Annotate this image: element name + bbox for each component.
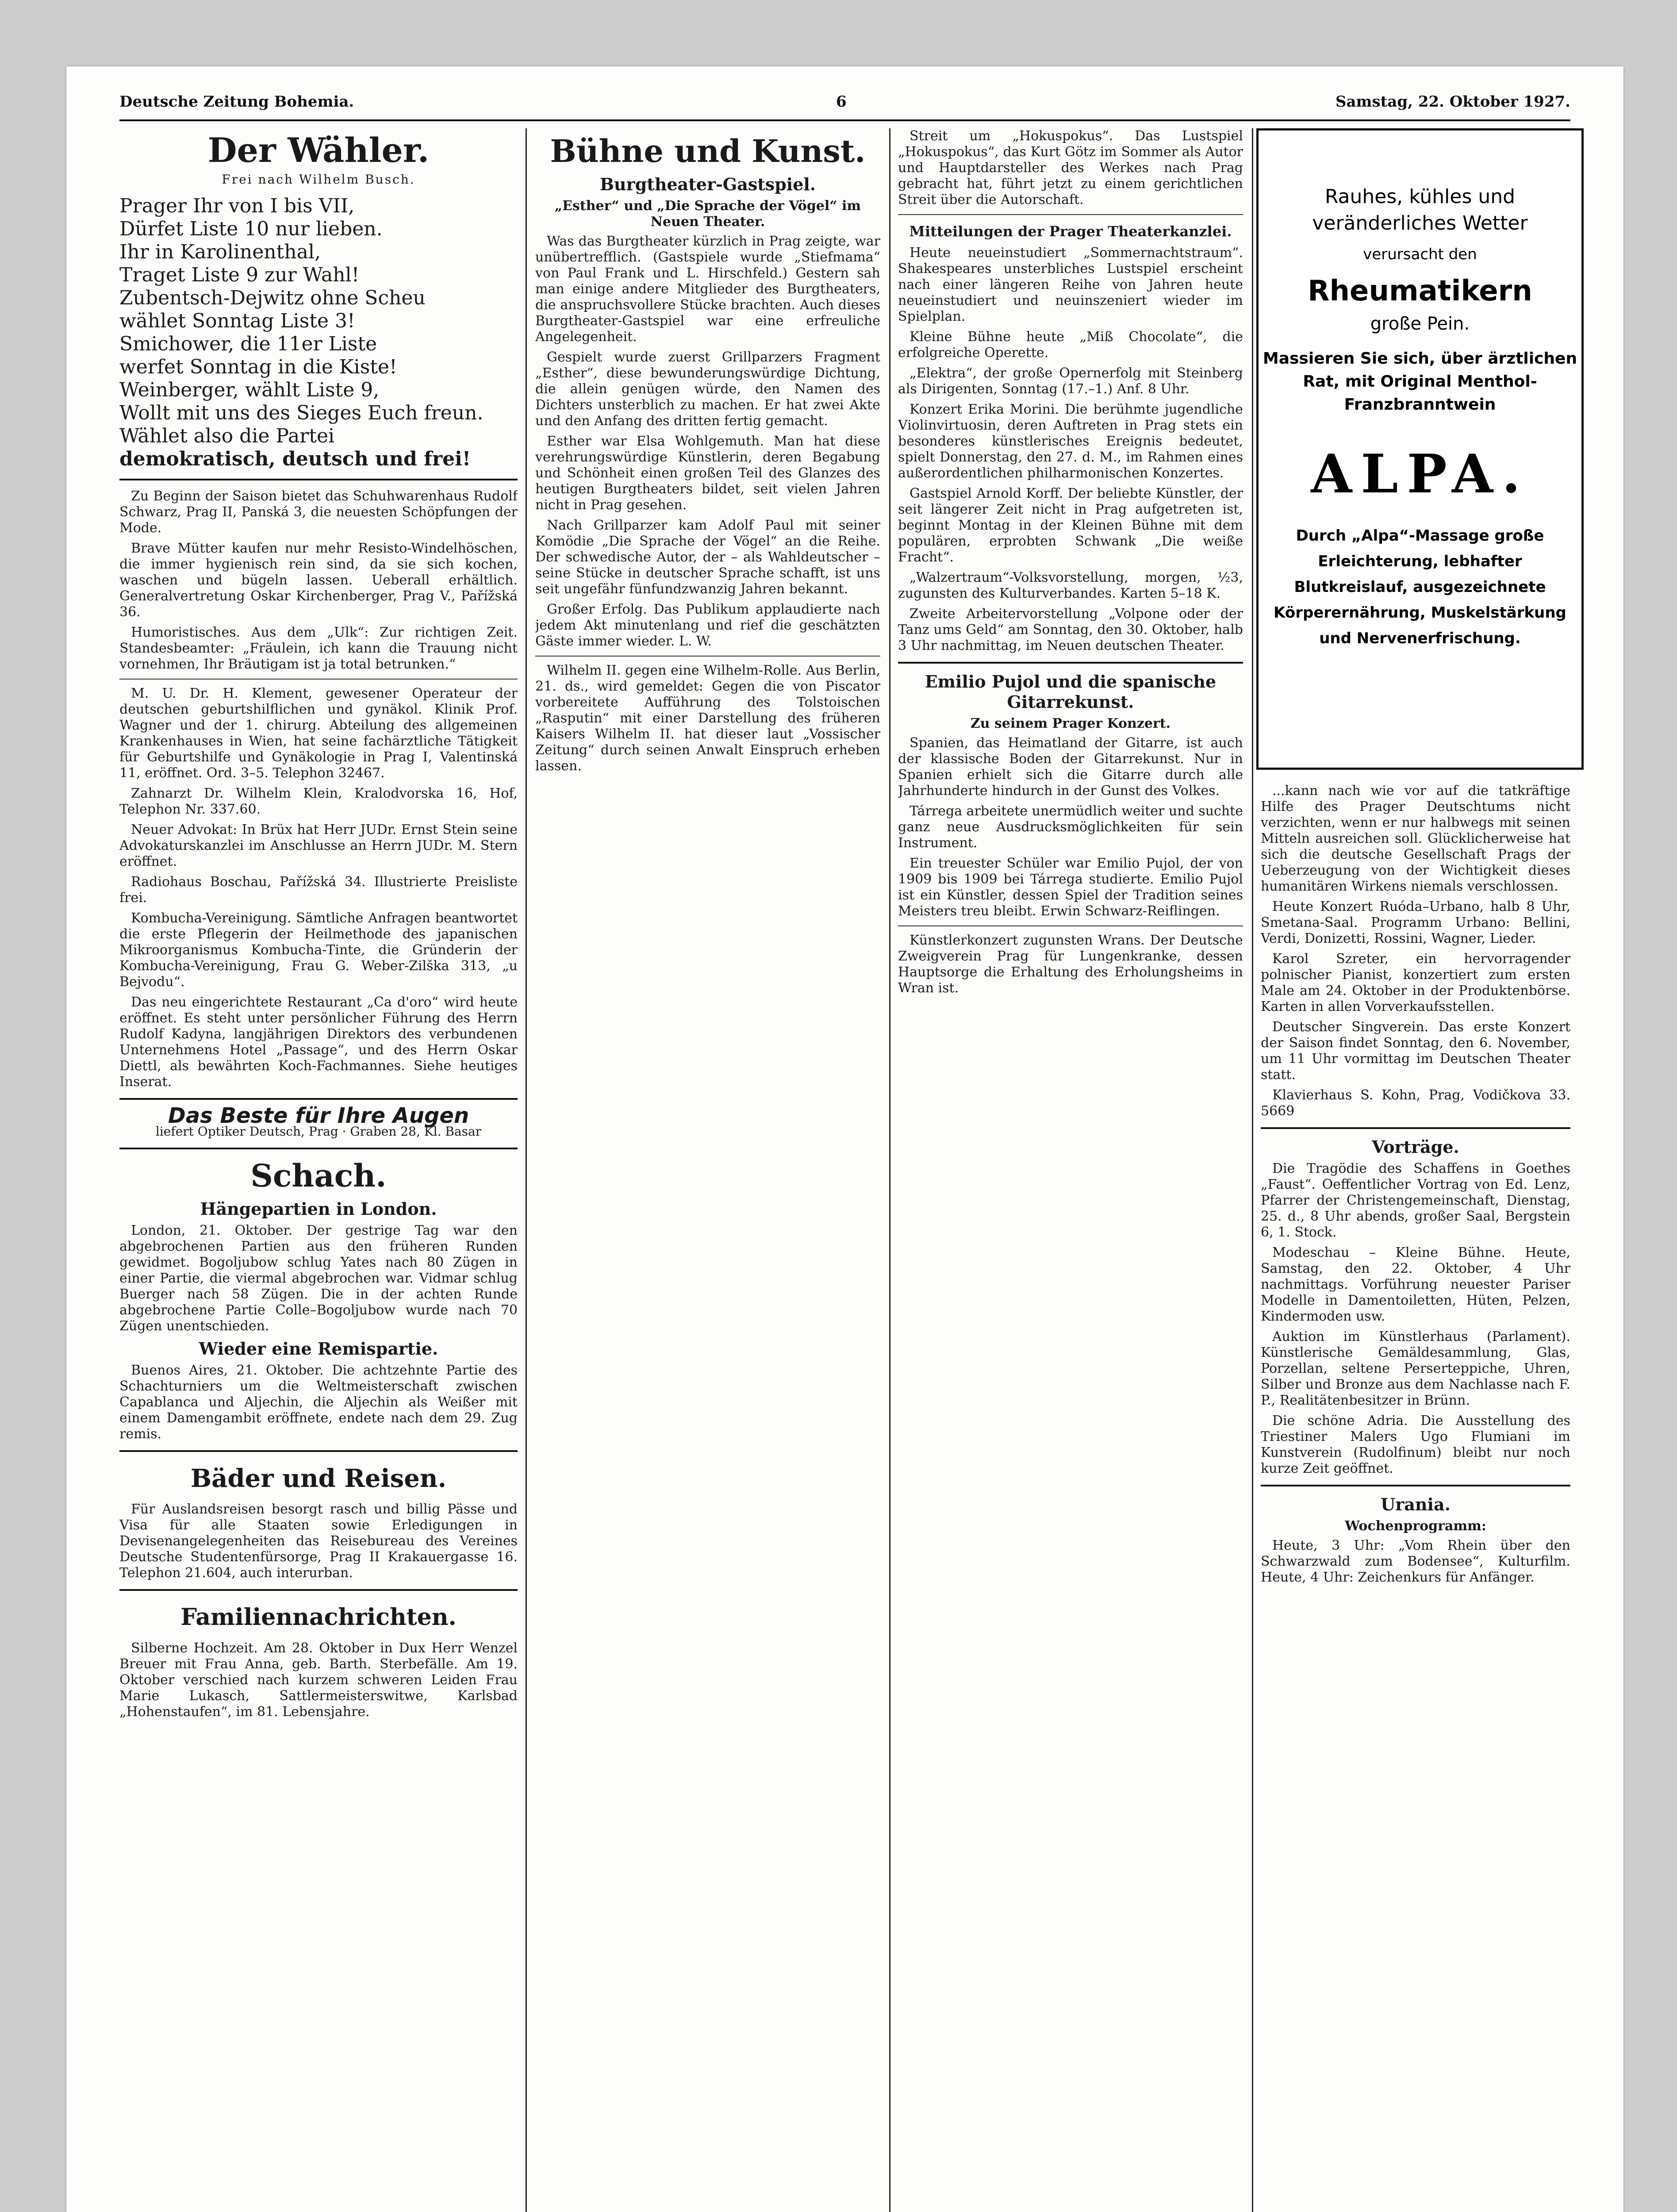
divider (119, 679, 518, 680)
divider (119, 1098, 518, 1100)
ad-line: Rauhes, kühles und veränderliches Wetter (1312, 185, 1528, 234)
chess-text: London, 21. Oktober. Der gestrige Tag war den abgebrochenen Partien aus den früheren Runden gewidmet. Bogoljubow schlug Yates nach 80 Zügen in einer Partie, die viermal abgebrochen war. Vidmar schlug Buerger nach 58 Zügen. Die in der achten Runde abgebrochene Partie Colle–Bogoljubow wurde nach 70 Zügen unentschieden. (119, 1223, 518, 1334)
article-paragraph: Nach Grillparzer kam Adolf Paul mit seiner Komödie „Die Sprache der Vögel“ an die Reihe. Der schwedische Autor, der – als Wahldeutscher – seine Stücke in deutscher Sprache schafft, ist uns seit ungefähr fünfundzwanzig Jahren bekannt. (535, 518, 880, 597)
family-text: Silberne Hochzeit. Am 28. Oktober in Dux Herr Wenzel Breuer mit Frau Anna, geb. Barth. Sterbefälle. Am 19. Oktober verschied nach kurzem schweren Leiden Frau Marie Lukasch, Sattlermeisterswitwe, Karlsbad „Hohenstaufen“, im 81. Lebensjahre. (119, 1640, 518, 1720)
divider (1261, 1127, 1570, 1129)
column-rule (526, 128, 527, 2212)
chess-text-2: Buenos Aires, 21. Oktober. Die achtzehnte Partie des Schachturniers um die Weltmeisterschaft zwischen Capablanca und Aljechin, die Aljechin als Weißer mit einem Damengambit eröffnete, endete nach dem 29. Zug remis. (119, 1363, 518, 1442)
ad-headline: Rheumatikern (1308, 275, 1532, 307)
ad-line: Durch „Alpa“-Massage große Erleichterung, lebhafter Blutkreislauf, ausgezeichnete Körperernährung, Muskelstärkung und Nervenerfrischung. (1274, 527, 1566, 647)
urania-text: Heute, 3 Uhr: „Vom Rhein über den Schwarzwald zum Bodensee“, Kulturfilm. Heute, 4 Uhr: Zeichenkurs für Anfänger. (1261, 1538, 1570, 1585)
notice: Das neu eingerichtete Restaurant „Ca d'oro“ wird heute eröffnet. Es steht unter persönlicher Führung des Herrn Rudolf Kadyna, langjährigen Direktors des verbundenen Unternehmens Hotel „Passage“, und des Herrn Oskar Diettl, als bewährten Koch-Fachmannes. Siehe heutiges Inserat. (119, 995, 518, 1090)
notice: Humoristisches. Aus dem „Ulk“: Zur richtigen Zeit. Standesbeamter: „Fräulein, ich kann die Trauung nicht vornehmen, Ihr Bräutigam ist ja total betrunken.“ (119, 625, 518, 672)
poem-line: Zubentsch-Dejwitz ohne Scheu (119, 287, 426, 309)
page-number: 6 (836, 93, 847, 111)
poem-line: Ihr in Karolinenthal, (119, 241, 321, 263)
theater-notice: Kleine Bühne heute „Miß Chocolate“, die erfolgreiche Operette. (898, 329, 1243, 361)
column-rule (889, 128, 890, 2212)
notice: Zahnarzt Dr. Wilhelm Klein, Kralodvorska 16, Hof, Telephon Nr. 337.60. (119, 786, 518, 817)
poem-line: werfet Sonntag in die Kiste! (119, 356, 397, 378)
notice: Kombucha-Vereinigung. Sämtliche Anfragen beantwortet die erste Pflegerin der Heilmethode des japanischen Mikroorganismus Kombucha-Tinte, die Gründerin der Kombucha-Vereinigung, Frau G. Weber-Zilška 313, „u Bejvodu“. (119, 910, 518, 990)
lecture-notice: Die Tragödie des Schaffens in Goethes „Faust“. Oeffentlicher Vortrag von Ed. Lenz, Pfarrer der Christengemeinschaft, Dienstag, 25. d., 8 Uhr abends, großer Saal, Bergstein 6, 1. Stock. (1261, 1161, 1570, 1240)
article-paragraph: Gespielt wurde zuerst Grillparzers Fragment „Esther“, diese bewunderungswürdige Dichtung, die allein genügen würde, den Namen des Dichters unsterblich zu machen. Er hat zwei Akte und den Anfang des dritten fertig gemacht. (535, 349, 880, 429)
notice: Brave Mütter kaufen nur mehr Resisto-Windelhöschen, die immer hygienisch rein sind, da sie sich kochen, waschen und bügeln lassen. Ueberall erhältlich. Generalvertretung Oskar Kirchenberger, Prag V., Pařížská 36. (119, 541, 518, 620)
divider (898, 662, 1243, 664)
poem-line: Wollt mit uns des Sieges Euch freun. (119, 402, 484, 424)
urania-title: Urania. (1381, 1494, 1451, 1514)
notice: Zu Beginn der Saison bietet das Schuhwarenhaus Rudolf Schwarz, Prag II, Panská 3, die neuesten Schöpfungen der Mode. (119, 488, 518, 536)
pujol-article-subtitle: Zu seinem Prager Konzert. (970, 716, 1171, 731)
ad-line: große Pein. (1370, 314, 1470, 334)
ad-line: verursacht den (1363, 246, 1477, 263)
stage-section-title: Bühne und Kunst. (550, 133, 866, 169)
article-paragraph: Ein treuester Schüler war Emilio Pujol, der von 1909 bis 1909 bei Tárrega studierte. Emilio Pujol ist ein Künstler, dessen Spiel der Tradition seines Meisters treu bleibt. Erwin Schwarz-Reiflingen. (898, 856, 1243, 919)
divider (119, 1589, 518, 1591)
article-paragraph: Tárrega arbeitete unermüdlich weiter und suchte ganz neue Ausdrucksmöglichkeiten für sein Instrument. (898, 803, 1243, 851)
optiker-ad-line: liefert Optiker Deutsch, Prag · Graben 28, Kl. Basar (155, 1124, 482, 1139)
poem-line: demokratisch, deutsch und frei! (119, 448, 471, 470)
notice: Radiohaus Boschau, Pařížská 34. Illustrierte Preisliste frei. (119, 874, 518, 906)
article-paragraph: Klavierhaus S. Kohn, Prag, Vodičkova 33. 5669 (1261, 1087, 1570, 1119)
article-paragraph: Großer Erfolg. Das Publikum applaudierte nach jedem Akt minutenlang und rief die geschätzten Gäste immer wieder. L. W. (535, 602, 880, 649)
article-paragraph: Karol Szreter, ein hervorragender polnischer Pianist, konzertiert zum ersten Male am 24. Oktober in der Produktenbörse. Karten in allen Vorverkaufsstellen. (1261, 951, 1570, 1014)
article-paragraph: Deutscher Singverein. Das erste Konzert der Saison findet Sonntag, den 6. November, um 11 Uhr vormittag im Deutschen Theater statt. (1261, 1019, 1570, 1083)
article-paragraph: Wilhelm II. gegen eine Wilhelm-Rolle. Aus Berlin, 21. ds., wird gemeldet: Gegen die von Piscator vorbereitete Aufführung des Tolstoischen „Rasputin“ mit einer Darstellung des früheren Kaisers Wilhelm II. hat dieser laut „Vossischer Zeitung“ durch seinen Anwalt Einspruch erheben lassen. (535, 663, 880, 774)
chess-subtitle: Hängepartien in London. (200, 1199, 437, 1219)
stage-subtitle: Burgtheater-Gastspiel. (599, 174, 816, 194)
family-section-title: Familiennachrichten. (180, 1604, 457, 1631)
urania-subtitle: Wochenprogramm: (1345, 1518, 1486, 1534)
article-paragraph: Spanien, das Heimatland der Gitarre, ist auch der klassische Boden der Gitarrekunst. Nur in Spanien erhielt sich die Gitarre durch alle Jahrhunderte hindurch in der Gunst des Volkes. (898, 735, 1243, 799)
theater-notice: Konzert Erika Morini. Die berühmte jugendliche Violinvirtuosin, deren Auftreten in Prag stets ein besonderes künstlerisches Ereignis bedeutet, spielt Donnerstag, den 27. d. M., im Rahmen eines außerordentlichen philharmonischen Konzertes. (898, 402, 1243, 481)
column-rule (1252, 128, 1253, 2212)
poem-title: Der Wähler. (207, 131, 430, 170)
travel-section-title: Bäder und Reisen. (190, 1464, 447, 1493)
theater-notice: „Walzertraum“-Volksvorstellung, morgen, ½3, zugunsten des Kulturverbandes. Karten 5–18 K. (898, 570, 1243, 601)
notice: Neuer Advokat: In Brüx hat Herr JUDr. Ernst Stein seine Advokaturskanzlei im Anschlusse an Herrn JUDr. M. Stern eröffnet. (119, 822, 518, 869)
column-2 (535, 128, 880, 2212)
divider (119, 479, 518, 480)
article-paragraph: ...kann nach wie vor auf die tatkräftige Hilfe des Prager Deutschtums nicht verzichten, wenn er nur halbwegs mit seinen Mitteln ausreichen soll. Glücklicherweise hat sich die deutsche Gesellschaft Prags der Ueberzeugung von der Wichtigkeit dieses humanitären Wirkens niemals verschlossen. (1261, 783, 1570, 894)
theater-notice: „Elektra“, der große Opernerfolg mit Steinberg als Dirigenten, Sonntag (17.–1.) Anf. 8 Uhr. (898, 365, 1243, 397)
stage-subtitle-2: „Esther“ und „Die Sprache der Vögel“ im Neuen Theater. (554, 198, 861, 230)
divider (535, 656, 880, 657)
column-4 (1261, 783, 1570, 2212)
chess-subtitle-2: Wieder eine Remispartie. (199, 1339, 438, 1359)
poem-line: wählet Sonntag Liste 3! (119, 310, 355, 332)
newspaper-name: Deutsche Zeitung Bohemia. (119, 93, 354, 111)
article-paragraph: Was das Burgtheater kürzlich in Prag zeigte, war unübertrefflich. (Gastspiele wurde „Stiefmama“ von Paul Frank und L. Hirschfeld.) Gestern sah man einige andere Mitglieder des Burgtheaters, die anspruchsvollere Stücke brachten. Auch dieses Burgtheater-Gastspiel war eine erfreuliche Angelegenheit. (535, 234, 880, 345)
poem-line: Prager Ihr von I bis VII, (119, 195, 355, 217)
alpa-advertisement (1256, 128, 1584, 770)
theater-notice: Gastspiel Arnold Korff. Der beliebte Künstler, der seit längerer Zeit nicht in Prag aufgetreten ist, beginnt Montag in der Kleinen Bühne mit dem populären, erprobten Schwank „Die weiße Fracht“. (898, 486, 1243, 565)
poem-line: Smichower, die 11er Liste (119, 333, 377, 355)
issue-date: Samstag, 22. Oktober 1927. (1335, 93, 1570, 111)
ad-line: Massieren Sie sich, über ärztlichen Rat, mit Original Menthol-Franzbranntwein (1263, 349, 1577, 414)
lecture-notice: Modeschau – Kleine Bühne. Heute, Samstag, den 22. Oktober, 4 Uhr nachmittags. Vorführung neuester Pariser Modelle in Damentoiletten, Hüten, Pelzen, Kindermoden usw. (1261, 1245, 1570, 1324)
pujol-article-title: Emilio Pujol und die spanische Gitarrekunst. (925, 672, 1216, 712)
poem-subtitle: Frei nach Wilhelm Busch. (222, 172, 415, 187)
divider (898, 214, 1243, 215)
divider (119, 1148, 518, 1149)
poem-line: Wählet also die Partei (119, 425, 335, 447)
page-header (119, 84, 1570, 121)
notice: M. U. Dr. H. Klement, gewesener Operateur der deutschen geburtshilflichen und gynäkol. Klinik Prof. Wagner und der 1. chirurg. Abteilung des allgemeinen Krankenhauses in Wien, hat seine fachärztliche Tätigkeit für Geburtshilfe und Gynäkologie in Prag I, Valentinská 11, eröffnet. Ord. 3–5. Telephon 32467. (119, 686, 518, 781)
vote-poem (119, 195, 518, 471)
article-paragraph: Künstlerkonzert zugunsten Wrans. Der Deutsche Zweigverein Prag für Lungenkranke, dessen Hauptsorge die Erhaltung des Erholungsheims in Wran ist. (898, 933, 1243, 996)
theater-notices-title: Mitteilungen der Prager Theaterkanzlei. (909, 223, 1232, 240)
lecture-notice: Auktion im Künstlerhaus (Parlament). Künstlerische Gemäldesammlung, Glas, Porzellan, seltene Perserteppiche, Uhren, Silber und Bronze aus dem Nachlasse nach F. P., Realitätenbesitzer in Brünn. (1261, 1329, 1570, 1408)
column-1 (119, 128, 518, 2212)
divider (1261, 1485, 1570, 1486)
travel-text: Für Auslandsreisen besorgt rasch und billig Pässe und Visa für alle Staaten sowie Erledigungen in Devisenangelegenheiten das Reisebureau des Vereines Deutsche Studentenfürsorge, Prag II Krakauergasse 16. Telephon 21.604, auch interurban. (119, 1502, 518, 1581)
divider (119, 1450, 518, 1452)
newspaper-page (66, 66, 1623, 2212)
poem-line: Traget Liste 9 zur Wahl! (119, 264, 360, 286)
theater-notice: Heute neueinstudiert „Sommernachtstraum“. Shakespeares unsterbliches Lustspiel erscheint nach einer längeren Reihe von Jahren heute neueinstudiert und neuinszeniert wieder im Spielplan. (898, 245, 1243, 324)
poem-line: Weinberger, wählt Liste 9, (119, 379, 380, 401)
article-paragraph: Streit um „Hokuspokus“. Das Lustspiel „Hokuspokus“, das Kurt Götz im Sommer als Autor und Hauptdarsteller des Werkes nach Prag gebracht hat, führt jetzt zu einem gerichtlichen Streit über die Autorschaft. (898, 128, 1243, 207)
ad-brand: ALPA. (1311, 443, 1529, 505)
lectures-title: Vorträge. (1372, 1137, 1459, 1157)
column-3 (898, 128, 1243, 2212)
lecture-notice: Die schöne Adria. Die Ausstellung des Triestiner Malers Ugo Flumiani im Kunstverein (Rudolfinum) bleibt nur noch kurze Zeit geöffnet. (1261, 1413, 1570, 1476)
chess-section-title: Schach. (250, 1157, 387, 1194)
article-paragraph: Esther war Elsa Wohlgemuth. Man hat diese verehrungswürdige Künstlerin, deren Begabung und Schönheit einen großen Teil des Glanzes des heutigen Burgtheaters bildet, seit vielen Jahren nicht in Prag gesehen. (535, 434, 880, 513)
theater-notice: Zweite Arbeitervorstellung „Volpone oder der Tanz ums Geld“ am Sonntag, den 30. Oktober, halb 3 Uhr nachmittag, im Neuen deutschen Theater. (898, 606, 1243, 653)
article-paragraph: Heute Konzert Ruóda–Urbano, halb 8 Uhr, Smetana-Saal. Programm Urbano: Bellini, Verdi, Donizetti, Rossini, Wagner, Lieder. (1261, 899, 1570, 946)
poem-line: Dürfet Liste 10 nur lieben. (119, 218, 383, 240)
optiker-ad-title: Das Beste für Ihre Augen (168, 1103, 469, 1128)
